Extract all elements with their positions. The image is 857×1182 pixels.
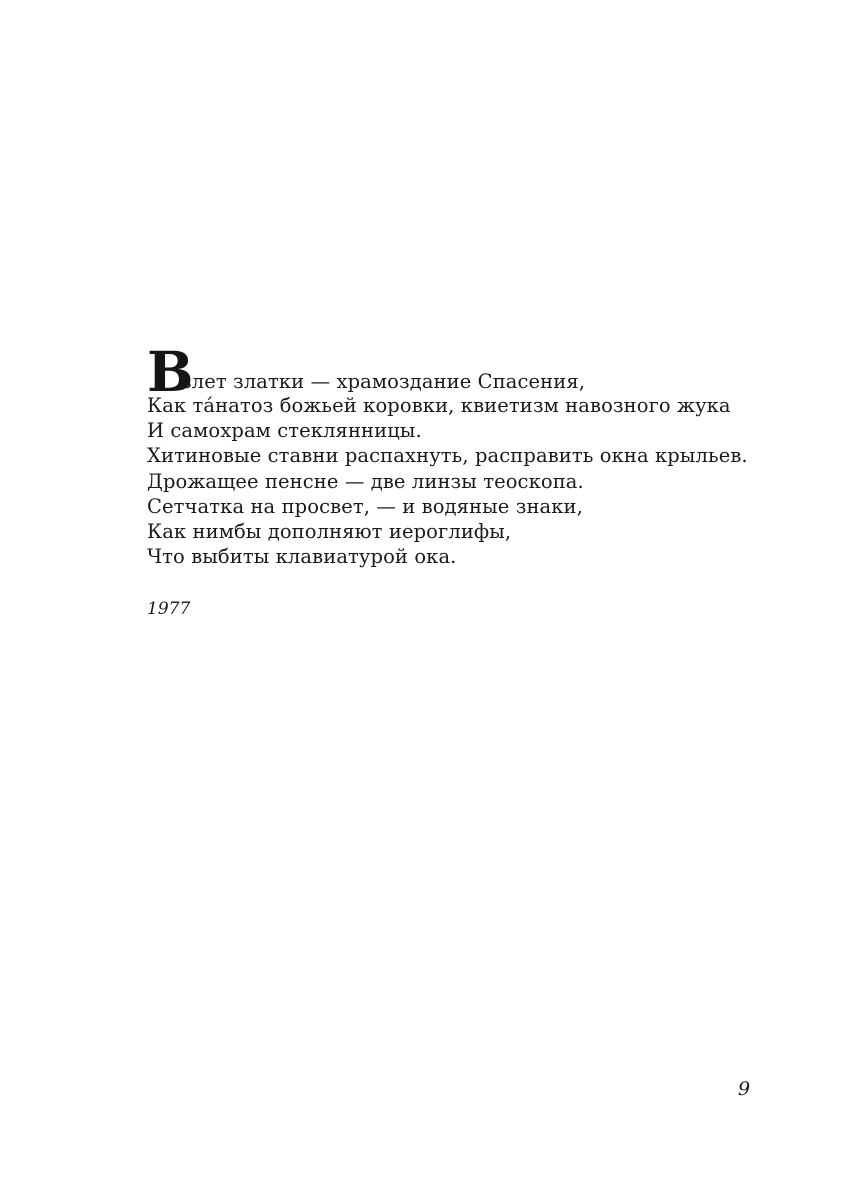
poem-line: Как нимбы дополняют иероглифы, bbox=[147, 520, 512, 544]
page-number: 9 bbox=[738, 1078, 751, 1100]
poem-first-line-text: злет златки — храмоздание Спасения, bbox=[181, 370, 586, 393]
poem-line: Что выбиты клавиатурой ока. bbox=[147, 545, 457, 569]
poem-line: Дрожащее пенсне — две линзы теоскопа. bbox=[147, 469, 584, 493]
poem-date: 1977 bbox=[147, 599, 191, 619]
poem-line: И самохрам стеклянницы. bbox=[147, 419, 422, 443]
poem-line: Как та́натоз божьей коровки, квиетизм навозного жука bbox=[147, 394, 731, 417]
poem-line: Сетчатка на просвет, — и водяные знаки, bbox=[147, 494, 583, 518]
drop-cap: В bbox=[147, 339, 194, 404]
poem-line: Хитиновые ставни распахнуть, расправить окна крыльев. bbox=[147, 444, 748, 468]
poem bbox=[147, 339, 807, 569]
poem-lines bbox=[147, 393, 807, 569]
poem-first-line bbox=[147, 339, 807, 404]
